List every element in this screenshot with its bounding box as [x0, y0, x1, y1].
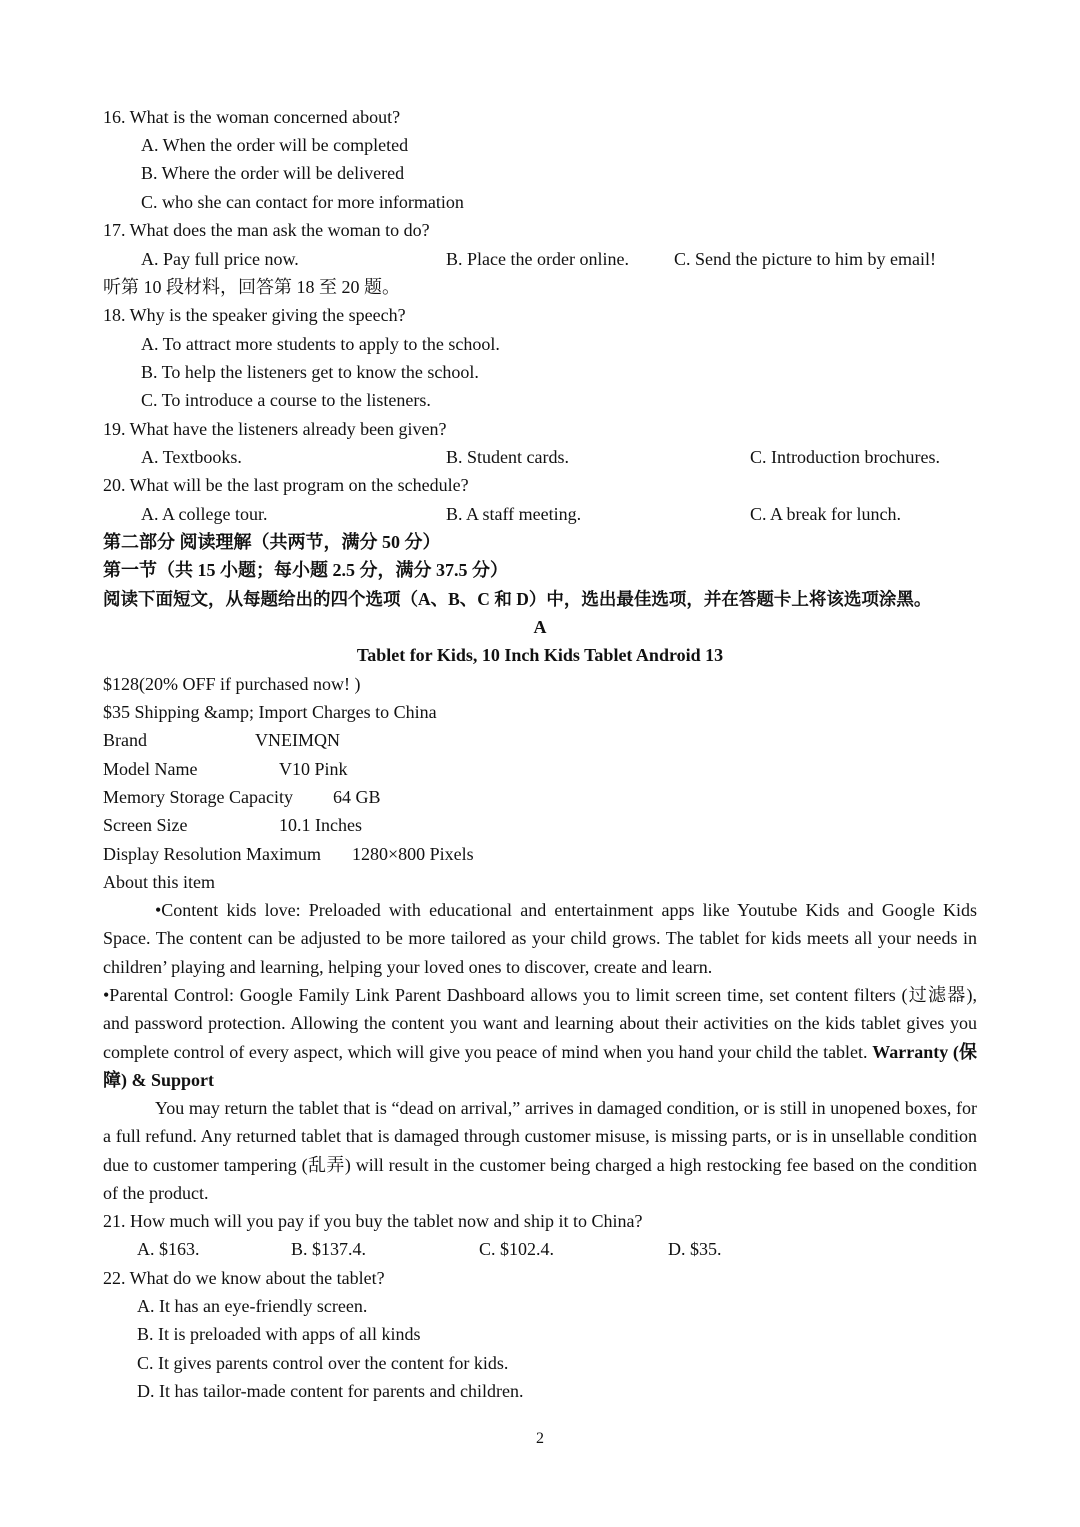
- q21-option-b: B. $137.4.: [291, 1239, 367, 1259]
- warranty-heading: Warranty (保障) & Support: [103, 1041, 978, 1090]
- q17-option-a: A. Pay full price now.: [141, 249, 299, 269]
- q17-option-c: C. Send the picture to him by email!: [674, 249, 936, 269]
- q20-stem: 20. What will be the last program on the schedule?: [103, 475, 469, 495]
- q20-option-a: A. A college tour.: [141, 504, 268, 524]
- parental-paragraph-text: •Parental Control: Google Family Link Parent Dashboard allows you to limit screen time, set content filters (过滤器), and password protection. Allowing the content you want and learning about their activities on the kids tablet gives you complete control of every aspect, which will give you peace of mind when you hand your child the tablet.: [103, 985, 977, 1062]
- q21-option-a: A. $163.: [137, 1239, 200, 1259]
- content-paragraph: [103, 896, 977, 981]
- spec-label-storage: Memory Storage Capacity: [103, 787, 293, 807]
- price-line: $128(20% OFF if purchased now! ): [103, 674, 361, 694]
- spec-value-screen: 10.1 Inches: [279, 815, 362, 835]
- q16-option-c: C. who she can contact for more information: [141, 192, 464, 212]
- q22-option-b: B. It is preloaded with apps of all kinds: [137, 1324, 421, 1344]
- spec-label-brand: Brand: [103, 730, 147, 750]
- spec-label-screen: Screen Size: [103, 815, 188, 835]
- q18-stem: 18. Why is the speaker giving the speech?: [103, 305, 406, 325]
- q17-option-b: B. Place the order online.: [446, 249, 629, 269]
- q22-option-d: D. It has tailor-made content for parents and children.: [137, 1381, 524, 1401]
- q20-option-c: C. A break for lunch.: [750, 504, 901, 524]
- q22-option-c: C. It gives parents control over the content for kids.: [137, 1353, 509, 1373]
- q20-option-b: B. A staff meeting.: [446, 504, 582, 524]
- q19-stem: 19. What have the listeners already been given?: [103, 419, 447, 439]
- parental-paragraph-wrap: [103, 981, 977, 1094]
- q22-stem: 22. What do we know about the tablet?: [103, 1268, 385, 1288]
- part2-instruction: 阅读下面短文，从每题给出的四个选项（A、B、C 和 D）中，选出最佳选项，并在答题卡上将该选项涂黑。: [103, 589, 932, 609]
- q21-option-c: C. $102.4.: [479, 1239, 555, 1259]
- q18-option-c: C. To introduce a course to the listeners.: [141, 390, 431, 410]
- spec-value-storage: 64 GB: [333, 787, 381, 807]
- parental-paragraph: [103, 981, 977, 1094]
- warranty-paragraph-text: You may return the tablet that is “dead on arrival,” arrives in damaged condition, or is still in unopened boxes, for a full refund. Any returned tablet that is damaged through customer misuse, is missing parts, or is in unsellable condition due to customer tampering (乱弄) will result in the customer being charged a high restocking fee based on the condition of the product.: [103, 1098, 977, 1203]
- q16-stem: 16. What is the woman concerned about?: [103, 107, 401, 127]
- q16-option-a: A. When the order will be completed: [141, 135, 409, 155]
- page-number: 2: [536, 1430, 544, 1447]
- q19-option-b: B. Student cards.: [446, 447, 569, 467]
- q16-option-b: B. Where the order will be delivered: [141, 163, 405, 183]
- q19-option-c: C. Introduction brochures.: [750, 447, 940, 467]
- passage-title: Tablet for Kids, 10 Inch Kids Tablet Android 13: [356, 645, 724, 665]
- q21-option-d: D. $35.: [668, 1239, 722, 1259]
- spec-value-model: V10 Pink: [279, 759, 348, 779]
- q17-stem: 17. What does the man ask the woman to do?: [103, 220, 430, 240]
- passage-letter: A: [533, 617, 547, 637]
- content-paragraph-text: •Content kids love: Preloaded with educational and entertainment apps like Youtube Kids and Google Kids Space. The content can be adjusted to be more tailored as your child grows. The tablet for kids meets all your needs in children’ playing and learning, helping your loved ones to discover, create and learn.: [103, 900, 977, 977]
- q18-option-a: A. To attract more students to apply to the school.: [141, 334, 500, 354]
- spec-value-brand: VNEIMQN: [255, 730, 340, 750]
- q18-option-b: B. To help the listeners get to know the school.: [141, 362, 479, 382]
- about-heading: About this item: [103, 872, 215, 892]
- q21-stem: 21. How much will you pay if you buy the tablet now and ship it to China?: [103, 1211, 643, 1231]
- section10-instruction: 听第 10 段材料，回答第 18 至 20 题。: [103, 277, 400, 297]
- q22-option-a: A. It has an eye-friendly screen.: [137, 1296, 368, 1316]
- shipping-line: $35 Shipping &amp; Import Charges to China: [103, 702, 437, 722]
- spec-label-model: Model Name: [103, 759, 198, 779]
- part2-section1-heading: 第一节（共 15 小题；每小题 2.5 分，满分 37.5 分）: [103, 560, 508, 580]
- spec-label-resolution: Display Resolution Maximum: [103, 844, 321, 864]
- part2-heading: 第二部分 阅读理解（共两节，满分 50 分）: [103, 532, 441, 552]
- spec-value-resolution: 1280×800 Pixels: [352, 844, 474, 864]
- warranty-paragraph: [103, 1094, 977, 1207]
- q19-option-a: A. Textbooks.: [141, 447, 242, 467]
